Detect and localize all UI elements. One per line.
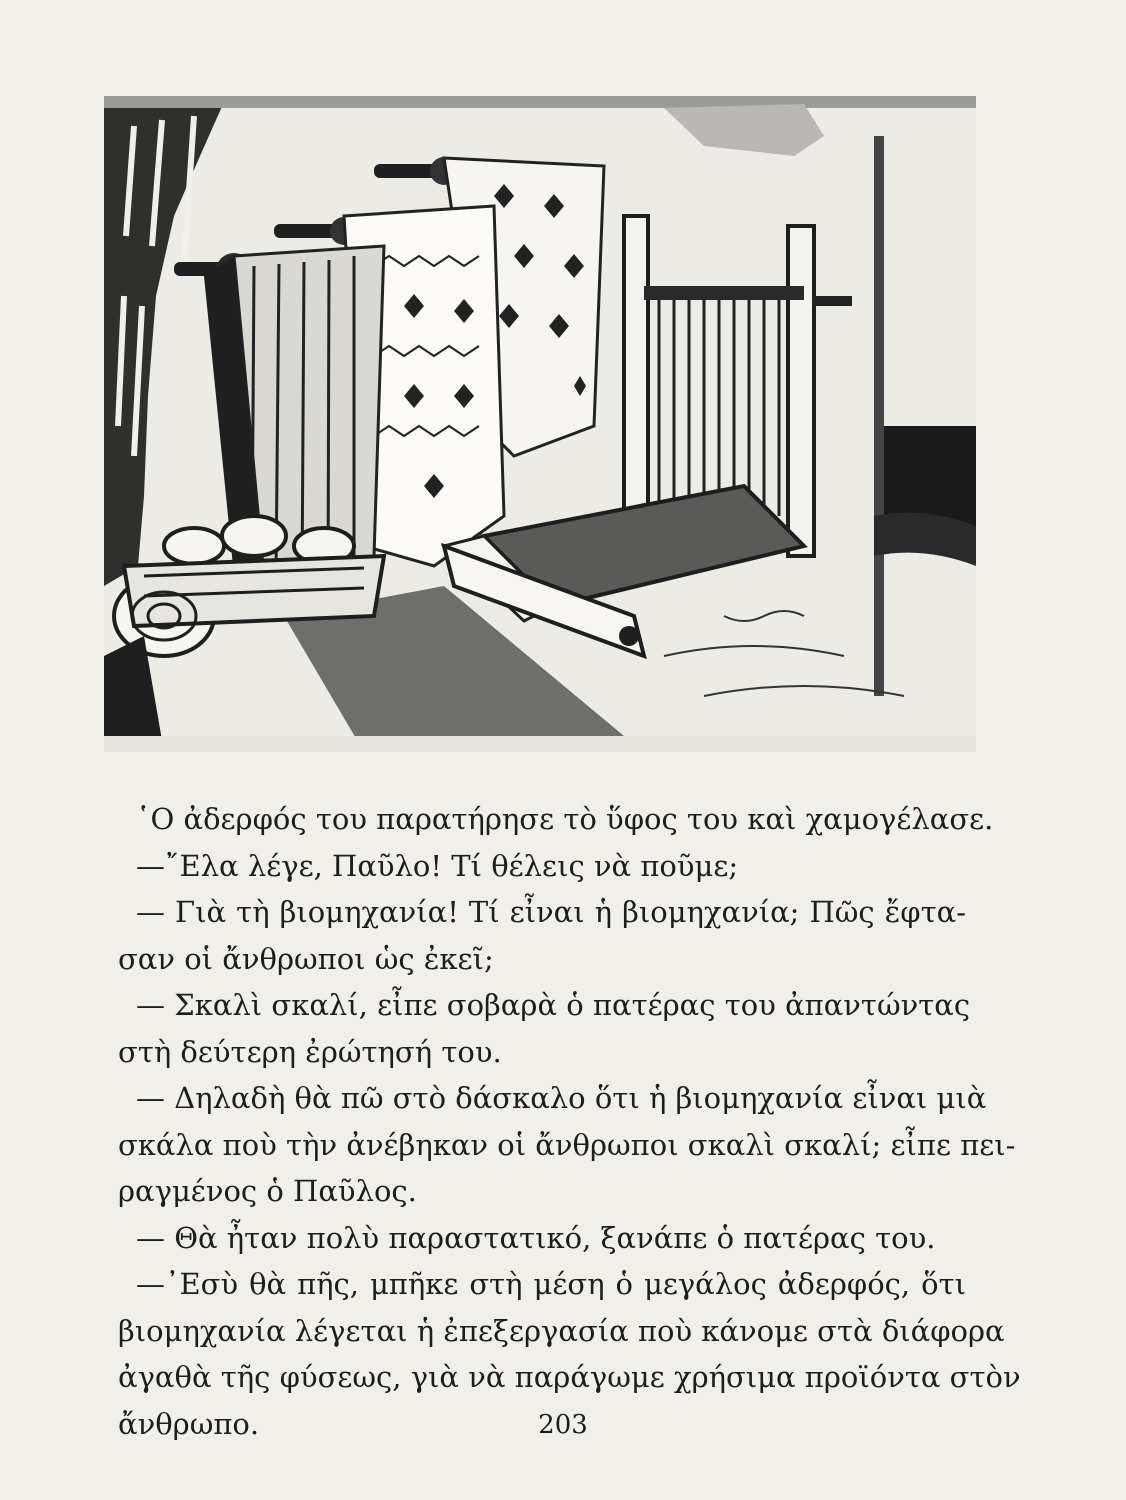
text-line: —῎Ελα λέγε, Παῦλο! Τί θέλεις νὰ ποῦμε;	[136, 848, 739, 883]
text-line: — Δηλαδὴ θὰ πῶ στὸ δάσκαλο ὅτι ἡ βιομηχανία εἶναι μιὰ	[136, 1081, 987, 1115]
text-line: ῾Ο ἀδερφός του παρατήρησε τὸ ὕφος του καὶ χαμογέλασε.	[136, 802, 994, 836]
text-line: —᾽Εσὺ θὰ πῆς, μπῆκε στὴ μέση ὁ μεγάλος ἀδερφός, ὅτι	[136, 1267, 966, 1301]
body-text	[118, 796, 1021, 1447]
text-line: — Γιὰ τὴ βιομηχανία! Τί εἶναι ἡ βιομηχανία; Πῶς ἔφτα-	[136, 895, 966, 929]
text-line: — Θὰ ἦταν πολὺ παραστατικό, ξανάπε ὁ πατέρας του.	[136, 1220, 936, 1255]
text-line: ἄνθρωπο.	[118, 1406, 260, 1441]
text-line: σκάλα ποὺ τὴν ἀνέβηκαν οἱ ἄνθρωποι σκαλὶ σκαλί; εἶπε πει-	[118, 1127, 1016, 1162]
page-number: 203	[538, 1410, 588, 1440]
text-line: ἀγαθὰ τῆς φύσεως, γιὰ νὰ παράγωμε χρήσιμα προϊόντα στὸν	[118, 1360, 1021, 1394]
text-line: σαν οἱ ἄνθρωποι ὡς ἐκεῖ;	[118, 941, 494, 976]
loom-illustration	[104, 96, 976, 752]
text-line: βιομηχανία λέγεται ἡ ἐπεξεργασία ποὺ κάνομε στὰ διάφορα	[118, 1313, 1005, 1348]
text-line: — Σκαλὶ σκαλί, εἶπε σοβαρὰ ὁ πατέρας του ἀπαντώντας	[136, 988, 971, 1022]
text-line: στὴ δεύτερη ἐρώτησή του.	[118, 1034, 502, 1069]
text-line: ραγμένος ὁ Παῦλος.	[118, 1174, 417, 1208]
